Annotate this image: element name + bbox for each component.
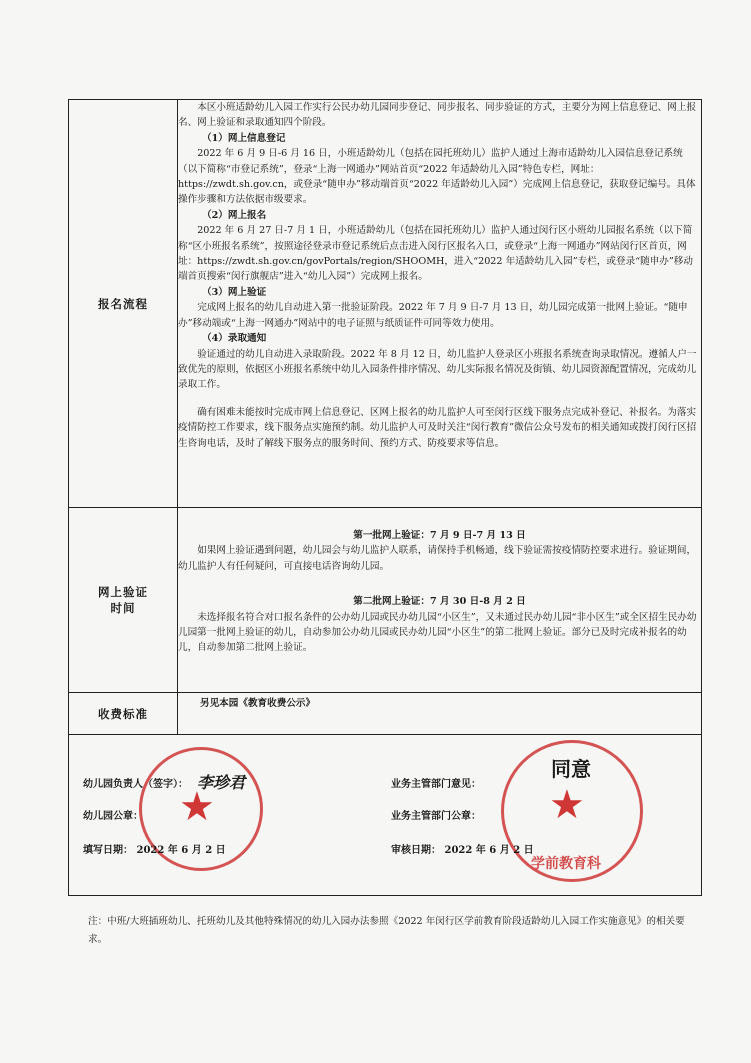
- review-date: 审核日期： 2022 年 6 月 2 日: [391, 845, 534, 856]
- process-label: 报名流程: [69, 100, 178, 508]
- process-row: [69, 100, 702, 508]
- step2-text: 2022 年 6 月 27 日-7 月 1 日，小班适龄幼儿（包括在园托班幼儿）监护人通过闵行区小班幼儿园报名系统（以下简称“区小班报名系统”，按照途径登录市登记系统后点击进入闵行区报名入口，或登录“上海一网通办”网站闵行区首页，网址：https://zwdt.sh.gov.cn/govPortals/region/SHOOMH，进入“2022 年适龄幼儿入园”专栏，或登录“随申办”移动端首页搜索“闵行旗舰店”进入“幼儿入园”）完成网上报名。: [178, 225, 693, 283]
- seal-star-icon-right: ★: [549, 782, 585, 828]
- process-intro: 本区小班适龄幼儿入园工作实行公民办幼儿园同步登记、同步报名、同步验证的方式，主要分为网上信息登记、网上报名、网上验证和录取通知四个阶段。: [178, 102, 697, 129]
- signature-section: [69, 735, 702, 896]
- step1-text: 2022 年 6 月 9 日-6 月 16 日，小班适龄幼儿（包括在园托班幼儿）监护人通过上海市适龄幼儿入园信息登记系统（以下简称“市登记系统”，登录“上海一网通办”网站首页“2022 年适龄幼儿入园”特色专栏，网址：https://zwdt.sh.gov.cn，或登录“随申办”移动端首页“2022 年适龄幼儿入园”）完成网上信息登记，获取登记编号。具体操作步骤和方法依据市级要求。: [178, 148, 696, 206]
- step3-title: （3）网上验证: [202, 286, 267, 298]
- signature-row: [69, 735, 702, 896]
- bureau-seal-text: 学前教育科: [531, 856, 601, 872]
- batch2-title: 第二批网上验证：7 月 30 日-8 月 2 日: [353, 596, 526, 608]
- principal-label: 幼儿园负责人（签字）：: [83, 779, 188, 790]
- admission-form-table: [68, 99, 702, 896]
- process-content: [178, 100, 702, 508]
- dept-opinion-label: 业务主管部门意见：: [391, 779, 481, 790]
- verify-label: [69, 508, 178, 693]
- dept-seal-label: 业务主管部门公章：: [391, 811, 481, 822]
- step4-title: （4）录取通知: [202, 333, 267, 345]
- kindergarten-seal-label: 幼儿园公章：: [83, 811, 143, 822]
- verify-label-line1: 网上验证: [98, 585, 148, 599]
- verify-content: [178, 508, 702, 693]
- step4-text: 验证通过的幼儿自动进入录取阶段。2022 年 8 月 12 日，幼儿监护人登录区小班报名系统查询录取情况。遵循人户一致优先的原则，依据区小班报名系统中幼儿入园条件排序情况、幼儿实际报名情况及街镇、幼儿园资源配置情况，完成幼儿录取工作。: [178, 348, 697, 391]
- batch1-text: 如果网上验证遇到问题，幼儿园会与幼儿监护人联系，请保持手机畅通，线下验证需按疫情防控要求进行。验证期间，幼儿监护人有任何疑问，可直接电话咨询幼儿园。: [178, 545, 697, 572]
- verify-row: [69, 508, 702, 693]
- seal-star-icon: ★: [179, 784, 215, 830]
- step3-text: 完成网上报名的幼儿自动进入第一批验证阶段。2022 年 7 月 9 日-7 月 13 日，幼儿园完成第一批网上验证。“随申办”移动端或“上海一网通办”网站中的电子证照与纸质证件可同等效力使用。: [178, 302, 688, 329]
- approval-handwriting: 同意: [551, 757, 591, 781]
- fee-row: [69, 693, 702, 735]
- step1-title: （1）网上信息登记: [202, 132, 286, 144]
- offline-note: 确有困难未能按时完成市网上信息登记、区网上报名的幼儿监护人可至闵行区线下服务点完成补登记、补报名。为落实疫情防控工作要求，线下服务点实施预约制。幼儿监护人可及时关注“闵行教育”微信公众号发布的相关通知或拨打闵行区招生咨询电话，及时了解线下服务点的服务时间、预约方式、防疫要求等信息。: [178, 406, 697, 449]
- fee-label: 收费标准: [69, 693, 178, 735]
- batch1-title: 第一批网上验证：7 月 9 日-7 月 13 日: [353, 530, 526, 541]
- step2-title: （2）网上报名: [202, 209, 267, 221]
- footnote: 注：中班/大班插班幼儿、托班幼儿及其他特殊情况的幼儿入园办法参照《2022 年闵行区学前教育阶段适龄幼儿入园工作实施意见》的相关要求。: [88, 916, 685, 945]
- verify-label-line2: 时间: [110, 601, 136, 615]
- batch2-text: 未选择报名符合对口报名条件的公办幼儿园或民办幼儿园“小区生”，又未通过民办幼儿园“非小区生”或全区招生民办幼儿园第一批网上验证的幼儿，自动参加公办幼儿园或民办幼儿园“小区生”的第二批网上验证。部分已及时完成补报名的幼儿，自动参加第二批网上验证。: [178, 611, 697, 654]
- fee-text: 另见本园《教育收费公示》: [178, 693, 702, 735]
- principal-signature: 李珍君: [197, 773, 246, 792]
- fill-date: 填写日期： 2022 年 6 月 2 日: [83, 845, 226, 856]
